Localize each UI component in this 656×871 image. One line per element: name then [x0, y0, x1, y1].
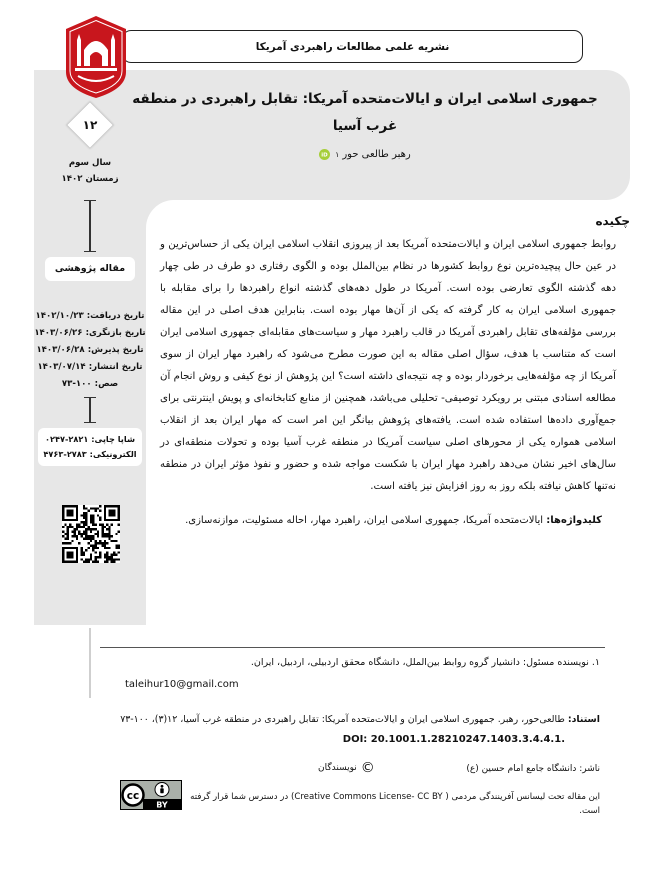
author-footnote: ۱. نویسنده مسئول: دانشیار گروه روابط بین‌الملل، دانشگاه محقق اردبیلی، اردبیل، ایران. [250, 657, 600, 668]
citation-text: طالعی‌حور، رهبر. جمهوری اسلامی ایران و ایالات‌متحده آمریکا: تقابل راهبردی در منطقه غرب آسیا، ۱۲(۳)، ۱۰۰-۷۳ [120, 714, 565, 725]
date-label: تاریخ پذیرش: [87, 345, 144, 355]
orcid-lettering: iD [321, 152, 329, 159]
doi-link[interactable]: DOI: 20.1001.1.28210247.1403.3.4.4.1. [342, 734, 565, 745]
title-line-2: غرب آسیا [332, 118, 398, 134]
by-lettering: BY [156, 800, 168, 810]
issn-online-value: ۲۷۸۳-۴۷۶۳ [43, 449, 87, 459]
keywords-text: ایالات‌متحده آمریکا، جمهوری اسلامی ایران، راهبرد مهار، احاله مسئولیت، موازنه‌سازی. [185, 515, 544, 526]
page-range [34, 377, 146, 391]
issue-season: زمستان ۱۴۰۲ [61, 174, 119, 184]
orcid-icon[interactable] [319, 149, 330, 160]
issn-print-label: شاپا چاپی: [91, 434, 135, 444]
abstract-body [160, 234, 616, 530]
date-value: ۱۴۰۲/۱۰/۲۳ [35, 311, 84, 321]
cc-lettering: cc [126, 790, 140, 802]
citation [60, 712, 600, 727]
date-value: ۱۴۰۳/۰۶/۲۸ [36, 345, 85, 355]
pages-label: صص: [94, 379, 119, 389]
sidebar-tail-line [89, 628, 91, 698]
publisher: ناشر: دانشگاه جامع امام حسین (ع) [466, 764, 600, 774]
citation-label: استناد: [567, 714, 600, 725]
issue-number: ۱۲ [82, 118, 98, 132]
article-title [130, 86, 600, 140]
date-label: تاریخ دریافت: [86, 311, 145, 321]
footnote-separator [100, 647, 605, 648]
author-email[interactable]: taleihur10@gmail.com [125, 679, 239, 690]
date-label: تاریخ بازنگری: [85, 328, 146, 338]
date-label: تاریخ انتشار: [88, 362, 143, 372]
article-type-label: مقاله پژوهشی [54, 263, 126, 274]
author-footnote-mark: ۱ [335, 150, 340, 159]
copyright-notice [318, 761, 375, 775]
qr-code [62, 505, 120, 563]
journal-shield-logo [60, 14, 132, 100]
date-value: ۱۴۰۳/۰۷/۱۴ [37, 362, 86, 372]
date-revised [34, 326, 146, 340]
copyright-icon: © [360, 760, 375, 776]
date-published [34, 360, 146, 374]
issn-print [38, 432, 142, 447]
issn-box [38, 428, 142, 466]
author-name: رهبر طالعی حور [342, 149, 411, 160]
cc-by-badge [120, 780, 182, 810]
issn-online-label: الکترونیکی: [89, 449, 137, 459]
date-received [34, 309, 146, 323]
title-line-1: جمهوری اسلامی ایران و ایالات‌متحده آمریکا: تقابل راهبردی در منطقه [132, 91, 598, 107]
keywords-label: کلیدواژه‌ها: [546, 515, 602, 526]
divider-line [84, 200, 96, 252]
pages-value: ۱۰۰-۷۳ [61, 379, 92, 389]
date-value: ۱۴۰۳/۰۶/۲۶ [34, 328, 83, 338]
copyright-holder: نویسندگان [318, 763, 357, 773]
author-line [130, 149, 600, 160]
issn-online [38, 447, 142, 462]
article-type-badge [45, 257, 135, 281]
license-text: این مقاله تحت لیسانس آفرینندگی مردمی ( Creative Commons License- CC BY) در دسترس شما قرار گرفته است. [190, 792, 600, 816]
divider-line [84, 397, 96, 423]
volume-year: سال سوم [68, 158, 112, 168]
abstract-heading: چکیده [595, 214, 630, 228]
date-accepted [34, 343, 146, 357]
journal-name: نشریه علمی مطالعات راهبردی آمریکا [255, 40, 450, 53]
issn-print-value: ۲۸۲۱-۰۲۴۷ [45, 434, 89, 444]
keywords [160, 512, 602, 530]
abstract-text: روابط جمهوری اسلامی ایران و ایالات‌متحده آمریکا بعد از پیروزی انقلاب اسلامی ایران یکی از حساس‌ترین و در عین حال پیچیده‌ترین نوع روابط کشورها در نظام بین‌الملل بوده و الگوی رفتاری دو طرف در طی چهار دهه گذشته الگوی تعارضی بوده است. آمریکا در طول دهه‌های گذشته انواع راهبردها را برای مقابله با جمهوری اسلامی ایران به کار گرفته که یکی از آن‌ها مهار بوده است. بنابراین هدف اصلی در این مقاله بررسی مؤلفه‌های تقابل راهبردی آمریکا در قالب راهبرد مهار و سیاست‌های مقابله‌ای جمهوری اسلامی ایران است که متناسب با هدف، سؤال اصلی مقاله به این صورت مطرح می‌شود که راهبرد مهار ایران از سوی آمریکا از چه مؤلفه‌هایی برخوردار بوده و چه نتیجه‌ای داشته است؟ این پژوهش از نوع کیفی و روش انجام آن مطالعه اسنادی مبتنی بر رویکرد توصیفی- تحلیلی می‌باشد، همچنین از منابع کتابخانه‌ای و پویش اینترنتی برای جمع‌آوری داده‌ها استفاده شده است. یافته‌های پژوهش بیانگر این امر است که مهار ایران بعد از انقلاب اسلامی همواره یکی از محورهای اصلی سیاست آمریکا در منطقه غرب آسیا بوده و تحولات منطقه‌ای در سال‌های اخیر نشان می‌دهد راهبرد مهار ایران با شکست مواجه شده و حضور و نفوذ مؤثر ایران در منطقه نه‌تنها کاهش نیافته بلکه روز به روز افزایش نیز یافته است. [160, 239, 616, 492]
journal-name-header [122, 30, 583, 63]
